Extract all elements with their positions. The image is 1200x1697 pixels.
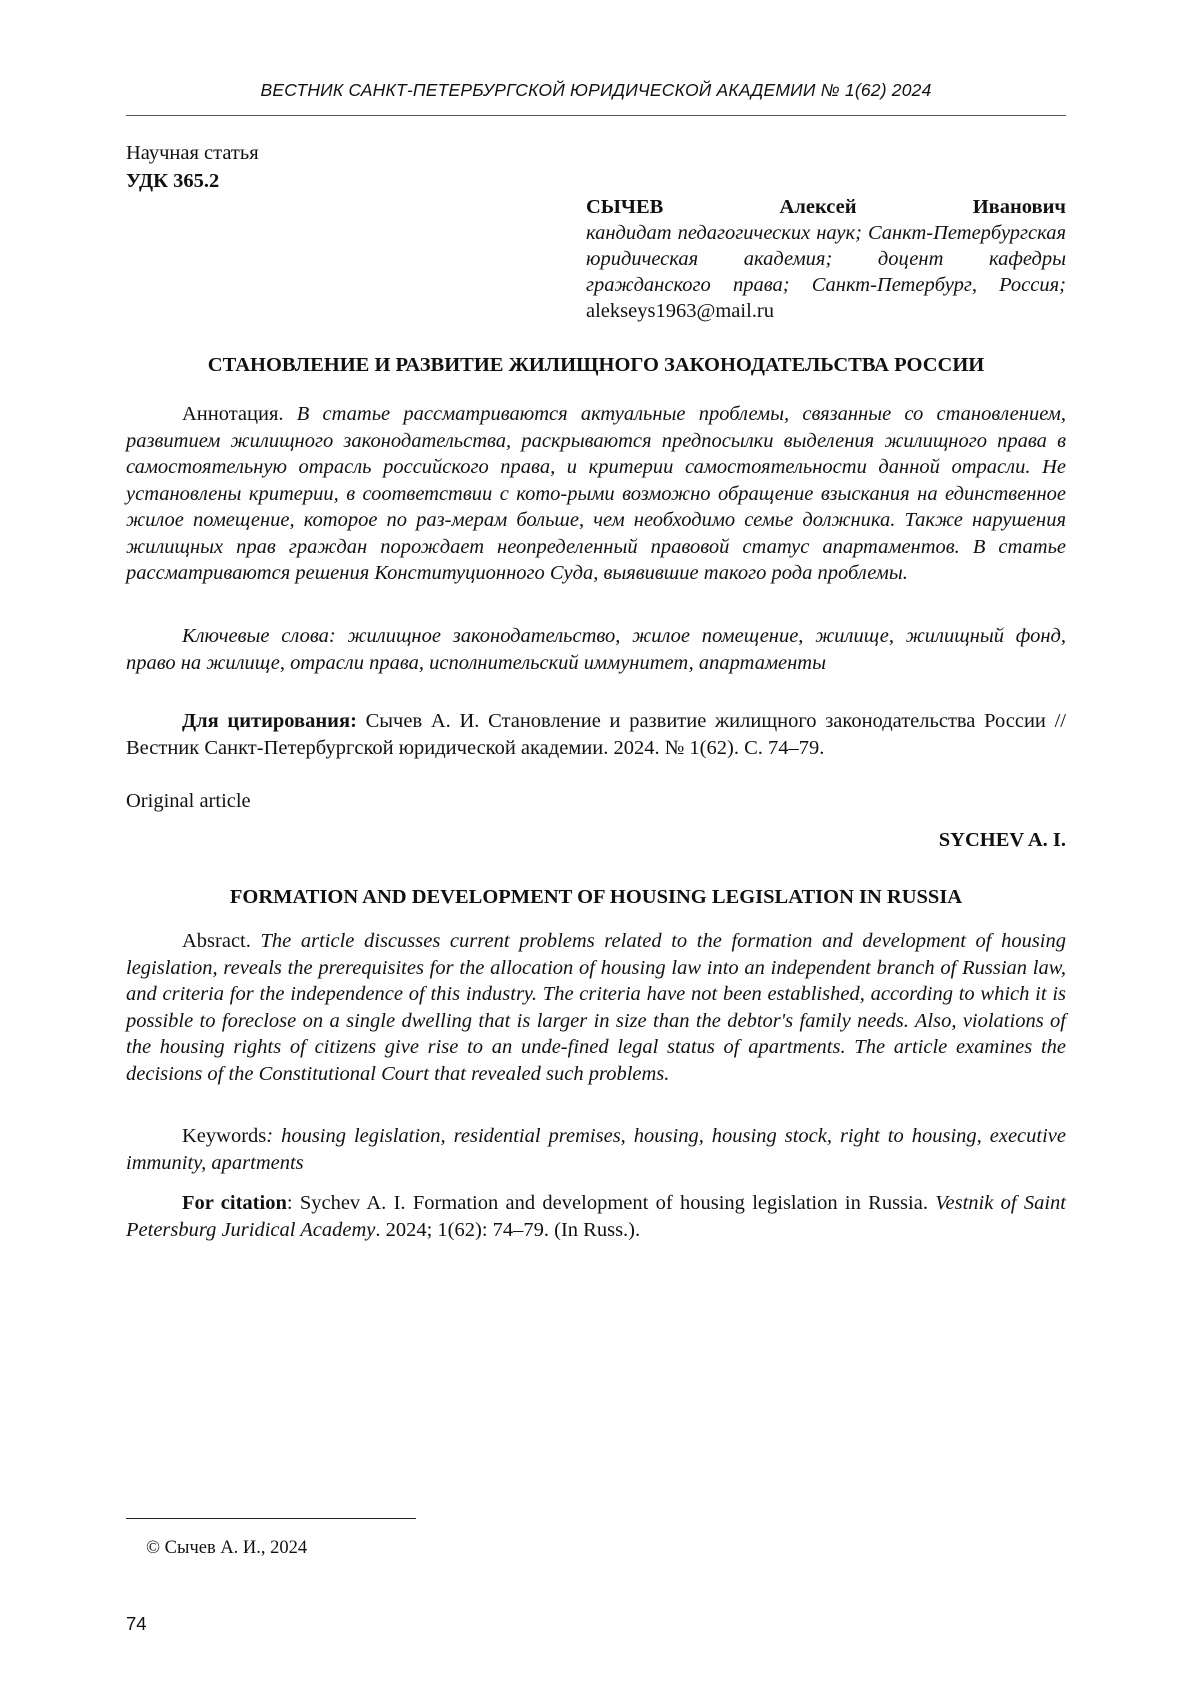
abstract-en: [126, 928, 1066, 1087]
copyright-note: © Сычев А. И., 2024: [146, 1538, 308, 1558]
author-email: alekseys1963@mail.ru: [586, 300, 774, 322]
header-divider: [126, 115, 1066, 116]
citation-label-ru: Для цитирования:: [182, 710, 357, 732]
citation-ru: [126, 708, 1066, 761]
footnote-divider: [126, 1518, 416, 1519]
keywords-text-en: : housing legislation, residential premises, housing, housing stock, right to housing, executive immunity, apartments: [126, 1125, 1066, 1174]
article-title-ru: СТАНОВЛЕНИЕ И РАЗВИТИЕ ЖИЛИЩНОГО ЗАКОНОДАТЕЛЬСТВА РОССИИ: [207, 354, 985, 376]
citation-journal-en: Vestnik of Saint Petersburg Juridical Academy: [126, 1192, 1066, 1241]
keywords-en: [126, 1123, 1066, 1176]
citation-text-ru: Сычев А. И. Становление и развитие жилищного законодательства России // Вестник Санкт-Петербургской юридической академии. 2024. № 1(62). С. 74–79.: [126, 710, 1066, 759]
author-name-en: SYCHEV A. I.: [938, 829, 1066, 851]
abstract-ru: [126, 401, 1066, 587]
author-block-ru: [586, 194, 1066, 324]
keywords-ru: Ключевые слова: жилищное законодательство, жилое помещение, жилище, жилищный фонд, право на жилище, отрасли права, исполнительский иммунитет, апартаменты: [126, 625, 1066, 674]
author-affiliation-text: кандидат педагогических наук; Санкт-Петербургская юридическая академия; доцент кафедры гражданского права; Санкт-Петербург, Россия;: [586, 222, 1066, 296]
keywords-label-en: Keywords: [182, 1125, 267, 1147]
page-number: 74: [126, 1613, 147, 1634]
article-type-en: Original article: [126, 790, 251, 812]
author-surname: СЫЧЕВ: [586, 196, 664, 218]
abstract-text-en: The article discusses current problems related to the formation and development of housing legislation, reveals the prerequisites for the allocation of housing law into an independent branch of Russian law, and criteria for the independence of this industry. The criteria have not been established, according to which it is possible to foreclose on a single dwelling that is larger in size than the debtor's family needs. Also, violations of the housing rights of citizens give rise to an unde-fined legal status of apartments. The article examines the decisions of the Constitutional Court that revealed such problems.: [126, 930, 1067, 1085]
author-name-ru: [586, 194, 1066, 220]
abstract-text-ru: В статье рассматриваются актуальные проблемы, связанные со становлением, развитием жилищного законодательства, раскрываются предпосылки выделения жилищного права в самостоятельную отрасль российского права, и критерии самостоятельности данной отрасли. Не установлены критерии, в соответствии с кото-рыми возможно обращение взыскания на единственное жилое помещение, которое по раз-мерам больше, чем необходимо семье должника. Также нарушения жилищных прав граждан порождает неопределенный правовой статус апартаментов. В статье рассматриваются решения Конституционного Суда, выявившие такого рода проблемы.: [126, 403, 1066, 584]
udk-code: УДК 365.2: [126, 170, 220, 192]
abstract-label-en: Absract.: [182, 930, 251, 952]
citation-label-en: For citation: [182, 1192, 287, 1214]
journal-running-head: ВЕСТНИК САНКТ-ПЕТЕРБУРГСКОЙ ЮРИДИЧЕСКОЙ АКАДЕМИИ № 1(62) 2024: [260, 80, 932, 100]
author-first-name: Алексей: [779, 196, 857, 218]
article-title-en: FORMATION AND DEVELOPMENT OF HOUSING LEGISLATION IN RUSSIA: [229, 886, 963, 908]
citation-en: [126, 1190, 1066, 1243]
abstract-label-ru: Аннотация.: [182, 403, 284, 425]
author-patronymic: Иванович: [972, 196, 1066, 218]
citation-text-en: : Sychev A. I. Formation and development of housing legislation in Russia.: [286, 1192, 928, 1214]
author-affiliation: [586, 220, 1066, 324]
article-type-ru: Научная статья: [126, 142, 259, 164]
citation-tail-en: . 2024; 1(62): 74–79. (In Russ.).: [375, 1218, 641, 1241]
